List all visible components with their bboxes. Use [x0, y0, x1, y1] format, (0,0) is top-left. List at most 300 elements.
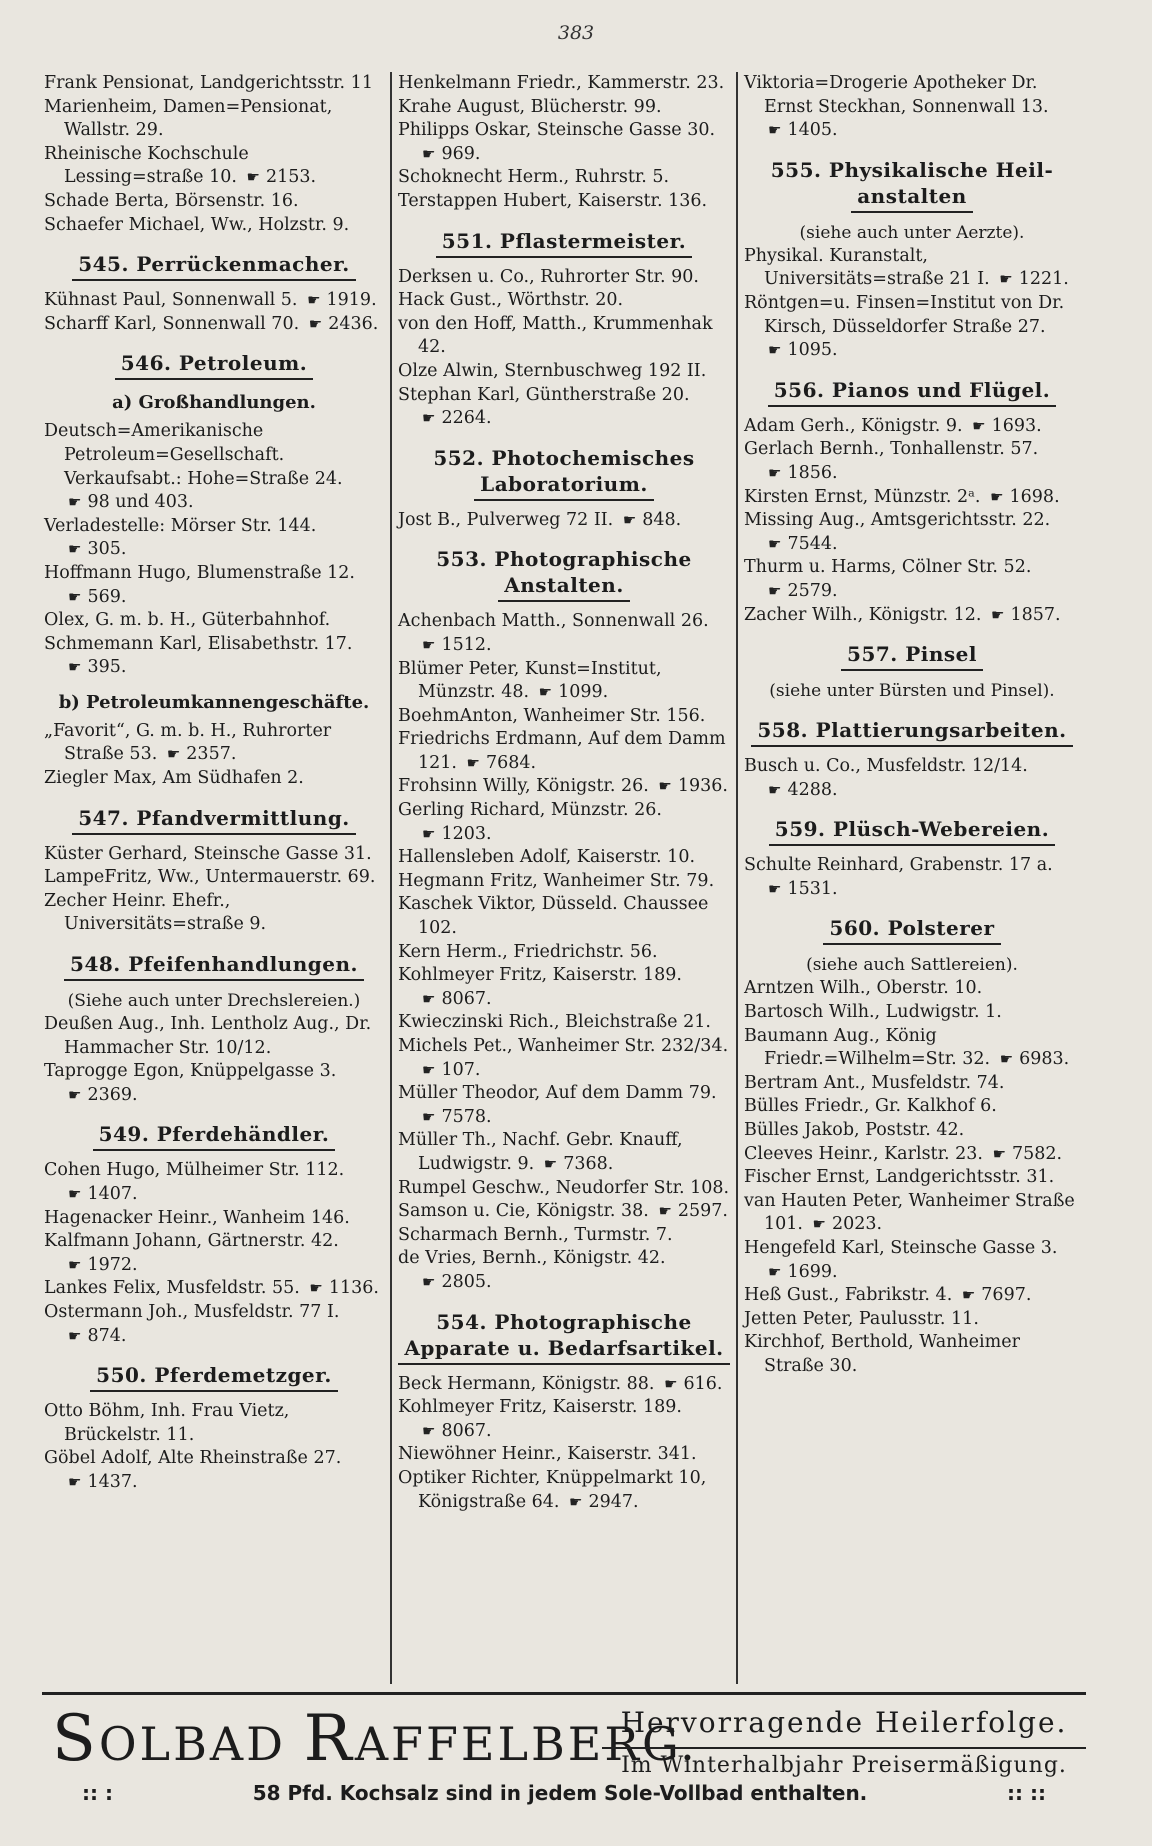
- directory-entry: [744, 1143, 1080, 1167]
- section-heading-line-2: Laboratorium.: [474, 471, 654, 501]
- phone-number-value: 2597.: [677, 1201, 728, 1222]
- telephone-hand-icon: ☛: [812, 1215, 826, 1234]
- column-3: [736, 72, 1086, 1684]
- entry-text: Kaschek Viktor, Düsseld. Chaussee 102.: [398, 894, 709, 939]
- directory-entry: [44, 515, 384, 562]
- phone-number: [64, 1325, 126, 1349]
- phone-number-value: 2436.: [328, 313, 379, 334]
- phone-number: [968, 415, 1042, 439]
- section-556: [744, 377, 1080, 407]
- entry-text: Jost B., Pulverweg 72 II.: [398, 509, 614, 530]
- entry-text: LampeFritz, Ww., Untermauerstr. 69.: [44, 867, 376, 888]
- telephone-hand-icon: ☛: [166, 745, 181, 764]
- entry-text: Schoknecht Herm., Ruhrstr. 5.: [398, 167, 670, 188]
- directory-entry: [744, 1237, 1080, 1284]
- section-heading: 547. Pfandvermittlung.: [72, 805, 356, 835]
- subsection-heading: a) Großhandlungen.: [112, 392, 316, 414]
- entry-text: Optiker Richter, Knüppelmarkt 10, Königstraße 64.: [398, 1467, 707, 1512]
- directory-entry: [398, 119, 730, 166]
- phone-number: [996, 1048, 1070, 1072]
- phone-number: [958, 1284, 1032, 1308]
- subsection-heading: b) Petroleumkannengeschäfte.: [58, 691, 370, 713]
- telephone-hand-icon: ☛: [538, 683, 553, 702]
- section-559: [744, 816, 1080, 846]
- telephone-hand-icon: ☛: [768, 341, 782, 360]
- ad-brand-initial: S: [52, 1702, 99, 1776]
- phone-number: [64, 656, 126, 680]
- section-heading-line-1: 555. Physikalische Heil-: [770, 157, 1054, 182]
- phone-number-value: 1856.: [787, 462, 838, 483]
- ad-bottom-line: [42, 1779, 1086, 1807]
- phone-number: [764, 462, 838, 486]
- entry-text: Kirchhof, Berthold, Wanheimer Straße 30.: [744, 1332, 1020, 1376]
- ad-ornament-right: :: ::: [1007, 1781, 1046, 1805]
- entry-text: Physikal. Kuranstalt, Universitäts=straße 21 I.: [744, 245, 990, 290]
- phone-number-value: 1919.: [326, 290, 377, 311]
- entry-text: Michels Pet., Wanheimer Str. 232/34.: [398, 1036, 729, 1056]
- directory-entry: [44, 143, 384, 190]
- entry-text: Hengefeld Karl, Steinsche Gasse 3.: [744, 1238, 1058, 1258]
- entry-text: Terstappen Hubert, Kaiserstr. 136.: [398, 190, 708, 211]
- phone-number: [764, 119, 838, 143]
- phone-number: [987, 604, 1061, 628]
- phone-number-value: 1693.: [991, 415, 1042, 436]
- entry-text: Hegmann Fritz, Wanheimer Str. 79.: [398, 870, 715, 891]
- directory-entry: [398, 941, 730, 965]
- phone-number-value: 1221.: [1018, 269, 1069, 290]
- entry-text: Beck Hermann, Königstr. 88.: [398, 1373, 655, 1394]
- phone-number-value: 1936.: [677, 776, 728, 797]
- directory-entry: [44, 843, 384, 867]
- entry-text: Missing Aug., Amtsgerichtsstr. 22.: [744, 510, 1051, 531]
- section-heading: [398, 445, 730, 501]
- directory-entry: [398, 1129, 730, 1176]
- directory-entry: [44, 1230, 384, 1277]
- entry-text: de Vries, Bernh., Königstr. 42.: [398, 1248, 666, 1269]
- entry-text: Scharmach Bernh., Turmstr. 7.: [398, 1224, 673, 1245]
- phone-number-value: 2579.: [787, 580, 838, 601]
- entry-text: Cleeves Heinr., Karlstr. 23.: [744, 1143, 983, 1164]
- telephone-hand-icon: ☛: [972, 416, 986, 435]
- entry-list: [398, 72, 730, 214]
- telephone-hand-icon: ☛: [307, 291, 321, 310]
- directory-entry: [398, 266, 730, 290]
- entry-text: Schmemann Karl, Elisabethstr. 17.: [44, 633, 353, 654]
- entry-text: Schulte Reinhard, Grabenstr. 17 a.: [744, 855, 1053, 876]
- directory-entry: [44, 1447, 384, 1494]
- directory-entry: [398, 846, 730, 870]
- telephone-hand-icon: ☛: [68, 587, 82, 606]
- directory-entry: [398, 870, 730, 894]
- phone-number-value: 874.: [87, 1325, 127, 1346]
- directory-entry: [398, 705, 730, 729]
- section-heading: 549. Pferdehändler.: [93, 1121, 336, 1151]
- entry-list: [744, 854, 1080, 901]
- entry-text: Bülles Jakob, Poststr. 42.: [744, 1120, 965, 1141]
- entry-text: Müller Theodor, Auf dem Damm 79.: [398, 1083, 717, 1104]
- entry-list: [44, 420, 384, 680]
- directory-entry: [398, 1035, 730, 1082]
- directory-entry: [398, 728, 730, 775]
- directory-entry: [398, 610, 730, 657]
- entry-text: Adam Gerh., Königstr. 9.: [744, 415, 963, 436]
- section-heading-line-2: Anstalten.: [498, 572, 630, 602]
- entry-text: Zacher Wilh., Königstr. 12.: [744, 604, 982, 625]
- phone-number-value: 7578.: [441, 1106, 492, 1127]
- telephone-hand-icon: ☛: [422, 1421, 436, 1440]
- phone-number: [535, 681, 609, 705]
- column-2: [390, 72, 736, 1684]
- section-heading-line-1: 554. Photographische: [436, 1309, 692, 1334]
- entry-text: Baumann Aug., König Friedr.=Wilhelm=Str. 32.: [744, 1025, 991, 1070]
- entry-text: Schade Berta, Börsenstr. 16.: [44, 190, 299, 211]
- directory-entry: [44, 720, 384, 767]
- directory-entry: [398, 1396, 730, 1443]
- directory-entry: [44, 1400, 384, 1447]
- section-547: [44, 805, 384, 835]
- phone-number-value: 2153.: [265, 167, 317, 188]
- directory-entry: [398, 1247, 730, 1294]
- directory-entry: [398, 190, 730, 214]
- phone-number: [64, 491, 194, 515]
- section-note: (siehe auch Sattlereien).: [806, 955, 1018, 976]
- telephone-hand-icon: ☛: [999, 1050, 1014, 1069]
- phone-number: [809, 1213, 883, 1237]
- section-548: [44, 951, 384, 981]
- phone-number: [64, 1254, 138, 1278]
- directory-entry: [744, 1025, 1080, 1072]
- phone-number-value: 2264.: [441, 408, 492, 429]
- entry-list: [398, 509, 730, 533]
- section-560: [744, 915, 1080, 945]
- directory-entry: [744, 1190, 1080, 1237]
- ad-brand-initial: R: [303, 1702, 355, 1776]
- entry-text: Küster Gerhard, Steinsche Gasse 31.: [44, 843, 372, 864]
- directory-entry: [44, 866, 384, 890]
- phone-number: [660, 1373, 722, 1397]
- entry-text: Busch u. Co., Musfeldstr. 12/14.: [744, 756, 1028, 777]
- phone-number-value: 1699.: [787, 1261, 838, 1282]
- ad-claim-2: Im Winterhalbjahr Preisermäßigung.: [621, 1753, 1067, 1778]
- directory-entry: [44, 289, 384, 313]
- directory-entry: [744, 1166, 1080, 1190]
- phone-number: [418, 1106, 492, 1130]
- telephone-hand-icon: ☛: [68, 540, 82, 559]
- telephone-hand-icon: ☛: [992, 1144, 1007, 1163]
- entry-list: [44, 720, 384, 791]
- telephone-hand-icon: ☛: [768, 780, 782, 799]
- section-heading: 560. Polsterer: [823, 915, 1000, 945]
- section-heading: [744, 157, 1080, 213]
- directory-entry: [744, 977, 1080, 1001]
- directory-entry: [44, 890, 384, 937]
- section-heading: [398, 1309, 730, 1365]
- directory-entry: [44, 633, 384, 680]
- directory-entry: [44, 1301, 384, 1348]
- entry-text: Blümer Peter, Kunst=Institut, Münzstr. 48.: [398, 658, 662, 703]
- directory-entry: [398, 1177, 730, 1201]
- entry-list: [398, 610, 730, 1294]
- section-heading: 556. Pianos und Flügel.: [768, 377, 1057, 407]
- entry-list: [44, 1159, 384, 1348]
- directory-entry: [44, 313, 384, 337]
- telephone-hand-icon: ☛: [422, 409, 436, 428]
- phone-number: [764, 878, 838, 902]
- entry-text: Bülles Friedr., Gr. Kalkhof 6.: [744, 1096, 997, 1117]
- directory-entry: [744, 854, 1080, 901]
- page-number: 383: [557, 22, 595, 44]
- ad-brand-name: [52, 1702, 698, 1776]
- section-heading: 546. Petroleum.: [115, 350, 314, 380]
- entry-list: [744, 72, 1080, 143]
- phone-number-value: 305.: [87, 539, 127, 560]
- entry-text: Ostermann Joh., Musfeldstr. 77 I.: [44, 1301, 340, 1322]
- phone-number: [540, 1153, 614, 1177]
- section-heading-line-2: anstalten: [851, 183, 973, 213]
- entry-text: Achenbach Matth., Sonnenwall 26.: [398, 611, 709, 632]
- section-heading-line-1: 552. Photochemisches: [433, 445, 695, 470]
- entry-text: BoehmAnton, Wanheimer Str. 156.: [398, 705, 706, 726]
- directory-entry: [398, 289, 730, 313]
- entry-text: Heß Gust., Fabrikstr. 4.: [744, 1285, 953, 1306]
- telephone-hand-icon: ☛: [308, 314, 323, 333]
- entry-text: Frank Pensionat, Landgerichtsstr. 11: [44, 73, 373, 93]
- entry-list: [398, 1373, 730, 1515]
- directory-entry: [744, 1284, 1080, 1308]
- entry-text: Hagenacker Heinr., Wanheim 146.: [44, 1207, 350, 1228]
- telephone-hand-icon: ☛: [990, 487, 1004, 506]
- entry-list: [744, 245, 1080, 363]
- directory-entry: [398, 96, 730, 120]
- directory-entry: [744, 1001, 1080, 1025]
- entry-text: Bartosch Wilh., Ludwigstr. 1.: [744, 1002, 1002, 1023]
- telephone-hand-icon: ☛: [664, 1374, 678, 1393]
- phone-number: [986, 486, 1060, 510]
- directory-entry: [744, 556, 1080, 603]
- section-550: [44, 1362, 384, 1392]
- entry-text: Schaefer Michael, Ww., Holzstr. 9.: [44, 214, 350, 235]
- entry-text: von den Hoff, Matth., Krummenhak 42.: [398, 313, 713, 358]
- phone-number-value: 1972.: [87, 1254, 138, 1275]
- telephone-hand-icon: ☛: [68, 658, 82, 677]
- phone-number: [463, 752, 537, 776]
- phone-number: [418, 1059, 480, 1083]
- directory-entry: [44, 214, 384, 238]
- directory-entry: [744, 292, 1080, 363]
- phone-number: [764, 580, 838, 604]
- section-heading: 551. Pflastermeister.: [436, 228, 693, 258]
- section-note: (Siehe auch unter Drechslereien.): [67, 991, 361, 1012]
- entry-text: Verladestelle: Mörser Str. 144.: [44, 515, 317, 536]
- entry-text: Jetten Peter, Paulusstr. 11.: [744, 1308, 979, 1329]
- phone-number: [243, 166, 317, 190]
- telephone-hand-icon: ☛: [68, 1326, 82, 1345]
- phone-number: [64, 538, 126, 562]
- telephone-hand-icon: ☛: [569, 1492, 583, 1511]
- telephone-hand-icon: ☛: [768, 121, 782, 140]
- directory-entry: [44, 1013, 384, 1060]
- phone-number: [64, 1183, 138, 1207]
- directory-entry: [398, 72, 730, 96]
- entry-text: Lankes Felix, Musfeldstr. 55.: [44, 1278, 300, 1299]
- directory-entry: [398, 1224, 730, 1248]
- telephone-hand-icon: ☛: [658, 1202, 672, 1221]
- directory-entry: [398, 1082, 730, 1129]
- section-553: [398, 546, 730, 602]
- telephone-hand-icon: ☛: [999, 270, 1013, 289]
- directory-entry: [398, 1443, 730, 1467]
- entry-list: [398, 266, 730, 431]
- entry-text: „Favorit“, G. m. b. H., Ruhrorter Straße 53.: [44, 720, 332, 765]
- telephone-hand-icon: ☛: [768, 1262, 782, 1281]
- directory-entry: [398, 1011, 730, 1035]
- telephone-hand-icon: ☛: [422, 1272, 436, 1291]
- directory-entry: [398, 1467, 730, 1514]
- phone-number-value: 1099.: [558, 682, 609, 703]
- phone-number: [654, 775, 728, 799]
- ad-brand-part: OLBAD: [98, 1717, 304, 1771]
- ad-ornament-left: :: :: [82, 1781, 113, 1805]
- phone-number: [163, 743, 237, 767]
- ad-bottom-text: 58 Pfd. Kochsalz sind in jedem Sole-Vollbad enthalten.: [252, 1781, 868, 1805]
- entry-text: Cohen Hugo, Mülheimer Str. 112.: [44, 1160, 345, 1181]
- entry-text: Kirsten Ernst, Münzstr. 2ᵃ.: [744, 486, 981, 507]
- entry-text: Kohlmeyer Fritz, Kaiserstr. 189.: [398, 965, 682, 986]
- phone-number: [305, 313, 379, 337]
- directory-entry: [398, 384, 730, 431]
- entry-text: Deutsch=Amerikanische Petroleum=Gesellschaft. Verkaufsabt.: Hohe=Straße 24.: [44, 421, 343, 489]
- phone-number-value: 7368.: [563, 1153, 614, 1174]
- telephone-hand-icon: ☛: [422, 635, 436, 654]
- entry-text: Müller Th., Nachf. Gebr. Knauff, Ludwigstr. 9.: [398, 1130, 683, 1174]
- entry-text: Hack Gust., Wörthstr. 20.: [398, 290, 624, 311]
- entry-text: Derksen u. Co., Ruhrorter Str. 90.: [398, 266, 699, 287]
- phone-number: [764, 339, 838, 363]
- entry-text: Röntgen=u. Finsen=Institut von Dr. Kirsch, Düsseldorfer Straße 27.: [744, 292, 1065, 337]
- directory-entry: [398, 964, 730, 1011]
- section-heading: 545. Perrückenmacher.: [72, 251, 356, 281]
- entry-text: Zecher Heinr. Ehefr., Universitäts=straße 9.: [44, 890, 267, 935]
- phone-number-value: 1136.: [328, 1278, 379, 1299]
- columns: [42, 72, 1086, 1684]
- section-note: (siehe auch unter Aerzte).: [799, 222, 1025, 243]
- phone-number: [418, 143, 480, 167]
- entry-text: Krahe August, Blücherstr. 99.: [398, 96, 662, 117]
- telephone-hand-icon: ☛: [768, 534, 782, 553]
- entry-text: Marienheim, Damen=Pensionat, Wallstr. 29.: [44, 96, 333, 141]
- entry-list: [44, 843, 384, 937]
- entry-text: Stephan Karl, Güntherstraße 20.: [398, 384, 690, 405]
- section-heading-line-2: Apparate u. Bedarfsartikel.: [398, 1335, 729, 1365]
- entry-list: [44, 289, 384, 336]
- phone-number: [989, 1143, 1063, 1167]
- phone-number-value: 2357.: [186, 744, 237, 765]
- telephone-hand-icon: ☛: [422, 1060, 436, 1079]
- advertisement-solbad-raffelberg: [42, 1692, 1086, 1817]
- phone-number-value: 1095.: [787, 340, 838, 361]
- entry-text: Kwieczinski Rich., Bleichstraße 21.: [398, 1012, 711, 1033]
- telephone-hand-icon: ☛: [658, 777, 672, 796]
- phone-number-value: 1437.: [87, 1471, 138, 1492]
- phone-number-value: 7582.: [1012, 1143, 1063, 1164]
- phone-number: [303, 289, 377, 313]
- phone-number-value: 569.: [87, 586, 127, 607]
- phone-number-value: 1698.: [1009, 486, 1060, 507]
- phone-number-value: 1512.: [441, 634, 492, 655]
- phone-number: [418, 634, 492, 658]
- entry-text: Scharff Karl, Sonnenwall 70.: [44, 313, 300, 334]
- entry-text: Göbel Adolf, Alte Rheinstraße 27.: [44, 1448, 342, 1469]
- phone-number-value: 616.: [683, 1373, 723, 1394]
- section-557: [744, 641, 1080, 671]
- entry-list: [44, 1400, 384, 1494]
- directory-entry: [44, 96, 384, 143]
- telephone-hand-icon: ☛: [422, 989, 436, 1008]
- directory-entry: [398, 1200, 730, 1224]
- phone-number: [764, 779, 838, 803]
- entry-text: Olze Alwin, Sternbuschweg 192 II.: [398, 360, 707, 381]
- section-552: [398, 445, 730, 501]
- telephone-hand-icon: ☛: [622, 510, 637, 529]
- directory-entry: [398, 658, 730, 705]
- telephone-hand-icon: ☛: [422, 1107, 436, 1126]
- telephone-hand-icon: ☛: [990, 605, 1005, 624]
- entry-text: Kalfmann Johann, Gärtnerstr. 42.: [44, 1231, 339, 1252]
- entry-text: Kern Herm., Friedrichstr. 56.: [398, 941, 658, 962]
- phone-number-value: 1405.: [787, 120, 838, 141]
- entry-list: [44, 72, 384, 237]
- ad-claim-1: Hervorragende Heilerfolge.: [602, 1703, 1086, 1749]
- phone-number-value: 2369.: [87, 1084, 138, 1105]
- directory-entry: [744, 486, 1080, 510]
- entry-text: Bertram Ant., Musfeldstr. 74.: [744, 1072, 1005, 1093]
- section-heading-line-1: 553. Photographische: [436, 547, 692, 572]
- section-555: [744, 157, 1080, 213]
- phone-number-value: 98 und 403.: [87, 492, 194, 513]
- phone-number: [619, 509, 681, 533]
- phone-number-value: 1407.: [87, 1184, 138, 1204]
- entry-list: [44, 1013, 384, 1107]
- phone-number-value: 8067.: [441, 988, 492, 1009]
- telephone-hand-icon: ☛: [68, 493, 82, 512]
- section-heading: 548. Pfeifenhandlungen.: [64, 951, 364, 981]
- directory-entry: [744, 1331, 1080, 1378]
- section-546: [44, 350, 384, 380]
- entry-text: Kühnast Paul, Sonnenwall 5.: [44, 290, 298, 311]
- entry-text: Olex, G. m. b. H., Güterbahnhof.: [44, 610, 331, 631]
- phone-number-value: 7544.: [787, 533, 838, 554]
- directory-entry: [398, 360, 730, 384]
- phone-number-value: 7697.: [981, 1285, 1032, 1306]
- phone-number-value: 395.: [87, 657, 127, 678]
- entry-text: Ziegler Max, Am Südhafen 2.: [44, 768, 304, 789]
- phone-number-value: 1531.: [787, 878, 838, 899]
- entry-text: Kohlmeyer Fritz, Kaiserstr. 189.: [398, 1397, 682, 1418]
- entry-list: [744, 415, 1080, 627]
- entry-text: Arntzen Wilh., Oberstr. 10.: [744, 978, 983, 999]
- phone-number: [64, 1471, 138, 1495]
- directory-entry: [44, 562, 384, 609]
- telephone-hand-icon: ☛: [543, 1154, 558, 1173]
- directory-entry: [744, 415, 1080, 439]
- telephone-hand-icon: ☛: [422, 824, 436, 843]
- entry-text: Viktoria=Drogerie Apotheker Dr. Ernst Steckhan, Sonnenwall 13.: [744, 73, 1049, 117]
- section-heading: [398, 546, 730, 602]
- entry-text: Henkelmann Friedr., Kammerstr. 23.: [398, 73, 725, 93]
- phone-number: [565, 1491, 639, 1515]
- telephone-hand-icon: ☛: [246, 168, 260, 187]
- phone-number-value: 848.: [642, 509, 682, 530]
